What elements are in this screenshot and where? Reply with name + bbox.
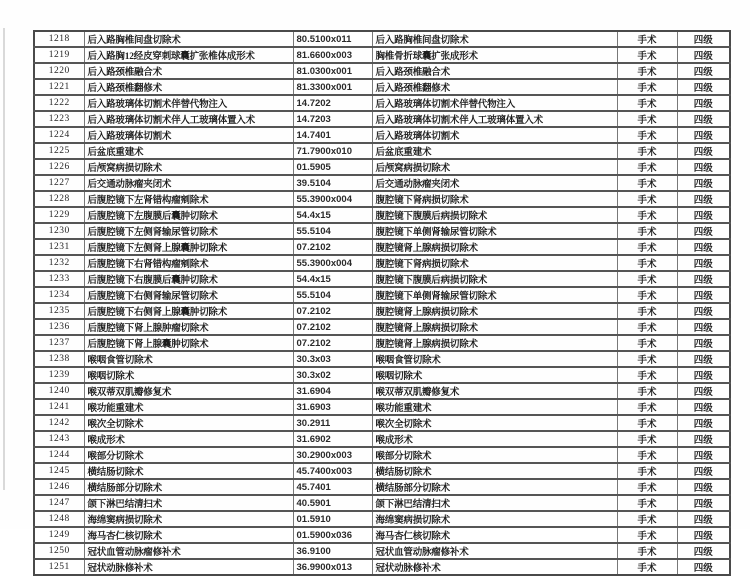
procedure-name-cell: 后入路胸椎间盘切除术 [84, 31, 293, 47]
category-cell: 手术 [617, 335, 677, 351]
row-number-cell: 1228 [34, 191, 84, 207]
standard-name-cell: 腹腔镜下单侧肾输尿管切除术 [372, 287, 617, 303]
level-cell: 四级 [677, 479, 730, 495]
table-row [34, 527, 730, 543]
procedure-name-cell: 喉部分切除术 [84, 447, 293, 463]
row-number-cell: 1244 [34, 447, 84, 463]
standard-name-cell: 胸椎骨折球囊扩张成形术 [372, 47, 617, 63]
procedure-name-cell: 横结肠切除术 [84, 463, 293, 479]
level-cell: 四级 [677, 63, 730, 79]
level-cell: 四级 [677, 31, 730, 47]
standard-name-cell: 腹腔镜下腹膜后病损切除术 [372, 271, 617, 287]
procedure-name-cell: 喉咽切除术 [84, 367, 293, 383]
row-number-cell: 1218 [48, 34, 70, 44]
standard-name-cell: 喉功能重建术 [372, 399, 617, 415]
row-number-cell: 1245 [34, 463, 84, 479]
standard-name-cell: 颌下淋巴结清扫术 [372, 495, 617, 511]
procedure-name-cell: 后腹腔镜下右肾错构瘤剜除术 [84, 255, 293, 271]
standard-name-cell: 腹腔镜肾上腺病损切除术 [372, 319, 617, 335]
category-cell: 手术 [617, 303, 677, 319]
table-row [34, 495, 730, 511]
level-cell: 四级 [677, 191, 730, 207]
level-cell: 四级 [677, 239, 730, 255]
table-row [34, 463, 730, 479]
level-cell: 四级 [677, 287, 730, 303]
procedure-code-cell: 40.5901 [293, 495, 372, 511]
row-number-cell: 1237 [34, 335, 84, 351]
row-number-cell: 1230 [34, 223, 84, 239]
standard-name-cell: 冠状血管动脉瘤修补术 [372, 543, 617, 559]
table-row [34, 319, 730, 335]
table-row [34, 95, 730, 111]
level-cell: 四级 [677, 303, 730, 319]
standard-name-cell: 喉成形术 [372, 431, 617, 447]
level-cell: 四级 [677, 319, 730, 335]
procedure-code-cell: 55.5104 [293, 287, 372, 303]
standard-name-cell: 腹腔镜下肾病损切除术 [372, 191, 617, 207]
category-cell: 手术 [617, 191, 677, 207]
row-number-cell: 1229 [34, 207, 84, 223]
table-row [34, 143, 730, 159]
table-row [34, 31, 730, 47]
level-cell: 四级 [677, 159, 730, 175]
level-cell: 四级 [677, 223, 730, 239]
row-number-cell: 1233 [34, 271, 84, 287]
procedure-code-cell: 54.4x15 [293, 271, 372, 287]
level-cell: 四级 [677, 127, 730, 143]
procedure-name-cell: 喉次全切除术 [84, 415, 293, 431]
level-cell: 四级 [677, 543, 730, 559]
category-cell: 手术 [617, 287, 677, 303]
row-number-cell: 1225 [34, 143, 84, 159]
procedure-name-cell: 海马杏仁核切除术 [84, 527, 293, 543]
category-cell: 手术 [617, 447, 677, 463]
procedure-code-cell: 01.5900x036 [293, 527, 372, 543]
row-number-cell: 1249 [34, 527, 84, 543]
table-row [34, 511, 730, 527]
standard-name-cell: 后交通动脉瘤夹闭术 [372, 175, 617, 191]
procedure-name-cell: 后腹腔镜下左侧肾上腺囊肿切除术 [84, 239, 293, 255]
category-cell: 手术 [617, 159, 677, 175]
procedure-name-cell: 后腹腔镜下右侧肾上腺囊肿切除术 [84, 303, 293, 319]
procedure-name-cell: 后腹腔镜下右侧肾输尿管切除术 [84, 287, 293, 303]
row-number-cell: 1232 [34, 255, 84, 271]
table-row [34, 543, 730, 559]
table-row [34, 127, 730, 143]
category-cell: 手术 [617, 351, 677, 367]
procedure-name-cell: 后交通动脉瘤夹闭术 [84, 175, 293, 191]
table-row [34, 383, 730, 399]
standard-name-cell: 冠状动脉修补术 [372, 559, 617, 575]
level-cell: 四级 [677, 207, 730, 223]
standard-name-cell: 喉部分切除术 [372, 447, 617, 463]
level-cell: 四级 [677, 79, 730, 95]
procedure-code-cell: 54.4x15 [293, 207, 372, 223]
level-cell: 四级 [677, 415, 730, 431]
procedure-code-cell: 14.7203 [293, 111, 372, 127]
procedure-code-cell: 36.9100 [293, 543, 372, 559]
procedure-name-cell: 后腹腔镜下肾上腺肿瘤切除术 [84, 319, 293, 335]
standard-name-cell: 横结肠切除术 [372, 463, 617, 479]
category-cell: 手术 [617, 543, 677, 559]
procedure-name-cell: 后入路颈椎融合术 [84, 63, 293, 79]
level-cell: 四级 [677, 559, 730, 575]
standard-name-cell: 喉双蒂双肌瓣修复术 [372, 383, 617, 399]
procedure-name-cell: 后入路颈椎翻修术 [84, 79, 293, 95]
procedure-code-cell: 30.2911 [293, 415, 372, 431]
table-row [34, 431, 730, 447]
standard-name-cell: 腹腔镜下肾病损切除术 [372, 255, 617, 271]
table-row [34, 63, 730, 79]
level-cell: 四级 [677, 463, 730, 479]
table-row [34, 159, 730, 175]
table-row [34, 239, 730, 255]
category-cell: 手术 [617, 319, 677, 335]
table-row [34, 223, 730, 239]
category-cell: 手术 [617, 239, 677, 255]
category-cell: 手术 [617, 415, 677, 431]
procedure-code-cell: 71.7900x010 [293, 143, 372, 159]
row-number-cell: 1224 [34, 127, 84, 143]
procedure-name-cell: 后腹腔镜下右腹膜后囊肿切除术 [84, 271, 293, 287]
standard-name-cell: 后入路胸椎间盘切除术 [372, 31, 617, 47]
procedure-name-cell: 冠状动脉修补术 [84, 559, 293, 575]
standard-name-cell: 后颅窝病损切除术 [372, 159, 617, 175]
procedure-name-cell: 后颅窝病损切除术 [84, 159, 293, 175]
procedure-code-cell: 07.2102 [293, 303, 372, 319]
category-cell: 手术 [617, 223, 677, 239]
procedure-name-cell: 后入路玻璃体切割术伴替代物注入 [84, 95, 293, 111]
procedure-code-cell: 36.9900x013 [293, 559, 372, 575]
category-cell: 手术 [617, 495, 677, 511]
table-row [34, 175, 730, 191]
category-cell: 手术 [617, 111, 677, 127]
table-row [34, 191, 730, 207]
level-cell: 四级 [677, 95, 730, 111]
row-number-cell: 1223 [34, 111, 84, 127]
category-cell: 手术 [617, 559, 677, 575]
table-row [34, 351, 730, 367]
table-row [34, 303, 730, 319]
row-number-cell: 1238 [34, 351, 84, 367]
level-cell: 四级 [677, 143, 730, 159]
row-number-cell: 1239 [34, 367, 84, 383]
category-cell: 手术 [617, 175, 677, 191]
standard-name-cell: 腹腔镜肾上腺病损切除术 [372, 303, 617, 319]
category-cell: 手术 [617, 431, 677, 447]
procedure-code-cell: 07.2102 [293, 239, 372, 255]
procedure-code-cell: 07.2102 [293, 335, 372, 351]
level-cell: 四级 [677, 527, 730, 543]
category-cell: 手术 [617, 463, 677, 479]
level-cell: 四级 [677, 367, 730, 383]
procedure-name-cell: 后入路玻璃体切割术伴人工玻璃体置入术 [84, 111, 293, 127]
procedure-name-cell: 颌下淋巴结清扫术 [84, 495, 293, 511]
level-cell: 四级 [677, 511, 730, 527]
procedure-name-cell: 后盆底重建术 [84, 143, 293, 159]
table-row [34, 367, 730, 383]
row-number-cell: 1240 [34, 383, 84, 399]
category-cell: 手术 [617, 47, 677, 63]
row-number-cell: 1221 [34, 79, 84, 95]
procedure-name-cell: 后入路玻璃体切割术 [84, 127, 293, 143]
procedure-code-cell: 01.5905 [293, 159, 372, 175]
level-cell: 四级 [677, 175, 730, 191]
row-number-cell: 1222 [34, 95, 84, 111]
procedure-table [33, 30, 731, 576]
level-cell: 四级 [677, 335, 730, 351]
procedure-code-cell: 39.5104 [293, 175, 372, 191]
procedure-code-cell: 30.2900x003 [293, 447, 372, 463]
category-cell: 手术 [617, 63, 677, 79]
procedure-code-cell: 31.6904 [293, 383, 372, 399]
standard-name-cell: 腹腔镜肾上腺病损切除术 [372, 239, 617, 255]
procedure-code-cell: 80.5100x011 [293, 31, 372, 47]
row-number-cell: 1248 [34, 511, 84, 527]
procedure-code-cell: 30.3x03 [293, 351, 372, 367]
category-cell: 手术 [617, 271, 677, 287]
standard-name-cell: 腹腔镜下腹膜后病损切除术 [372, 207, 617, 223]
row-number-cell: 1226 [34, 159, 84, 175]
row-number-cell: 1236 [34, 319, 84, 335]
table-row [34, 207, 730, 223]
table-row [34, 447, 730, 463]
standard-name-cell: 腹腔镜下单侧肾输尿管切除术 [372, 223, 617, 239]
category-cell: 手术 [617, 127, 677, 143]
level-cell: 四级 [677, 271, 730, 287]
category-cell: 手术 [617, 511, 677, 527]
row-number-cell: 1234 [34, 287, 84, 303]
standard-name-cell: 后盆底重建术 [372, 143, 617, 159]
table-row [34, 415, 730, 431]
row-number-cell: 1243 [34, 431, 84, 447]
row-number-cell: 1241 [34, 399, 84, 415]
standard-name-cell: 喉咽切除术 [372, 367, 617, 383]
procedure-name-cell: 喉双蒂双肌瓣修复术 [84, 383, 293, 399]
page-scan-edge-line [3, 28, 5, 490]
standard-name-cell: 后入路玻璃体切割术伴人工玻璃体置入术 [372, 111, 617, 127]
procedure-code-cell: 31.6902 [293, 431, 372, 447]
procedure-name-cell: 海绵窦病损切除术 [84, 511, 293, 527]
category-cell: 手术 [617, 143, 677, 159]
level-cell: 四级 [677, 447, 730, 463]
standard-name-cell: 后入路颈椎翻修术 [372, 79, 617, 95]
procedure-name-cell: 后腹腔镜下肾上腺囊肿切除术 [84, 335, 293, 351]
procedure-code-cell: 81.3300x001 [293, 79, 372, 95]
procedure-name-cell: 冠状血管动脉瘤修补术 [84, 543, 293, 559]
row-number-cell: 1227 [34, 175, 84, 191]
standard-name-cell: 喉咽食管切除术 [372, 351, 617, 367]
standard-name-cell: 横结肠部分切除术 [372, 479, 617, 495]
level-cell: 四级 [677, 47, 730, 63]
level-cell: 四级 [677, 111, 730, 127]
row-number-cell: 1219 [34, 47, 84, 63]
category-cell: 手术 [617, 399, 677, 415]
table-row [34, 271, 730, 287]
category-cell: 手术 [617, 479, 677, 495]
procedure-code-cell: 81.0300x001 [293, 63, 372, 79]
procedure-code-cell: 81.6600x003 [293, 47, 372, 63]
standard-name-cell: 后入路玻璃体切割术 [372, 127, 617, 143]
table-row [34, 79, 730, 95]
procedure-code-cell: 55.3900x004 [293, 191, 372, 207]
procedure-table-body [34, 31, 730, 575]
category-cell: 手术 [617, 367, 677, 383]
procedure-code-cell: 14.7401 [293, 127, 372, 143]
table-row [34, 479, 730, 495]
level-cell: 四级 [677, 399, 730, 415]
standard-name-cell: 海绵窦病损切除术 [372, 511, 617, 527]
procedure-code-cell: 45.7400x003 [293, 463, 372, 479]
level-cell: 四级 [677, 255, 730, 271]
standard-name-cell: 后入路玻璃体切割术伴替代物注入 [372, 95, 617, 111]
procedure-code-cell: 55.3900x004 [293, 255, 372, 271]
procedure-name-cell: 横结肠部分切除术 [84, 479, 293, 495]
level-cell: 四级 [677, 495, 730, 511]
row-number-cell: 1242 [34, 415, 84, 431]
row-number-cell: 1235 [34, 303, 84, 319]
row-number-cell: 1231 [34, 239, 84, 255]
category-cell: 手术 [617, 31, 677, 47]
row-number-cell: 1247 [34, 495, 84, 511]
procedure-name-cell: 喉功能重建术 [84, 399, 293, 415]
procedure-code-cell: 07.2102 [293, 319, 372, 335]
procedure-code-cell: 14.7202 [293, 95, 372, 111]
category-cell: 手术 [617, 527, 677, 543]
category-cell: 手术 [617, 79, 677, 95]
row-number-cell: 1251 [34, 559, 84, 575]
table-row [34, 255, 730, 271]
standard-name-cell: 腹腔镜肾上腺病损切除术 [372, 335, 617, 351]
standard-name-cell: 后入路颈椎融合术 [372, 63, 617, 79]
procedure-name-cell: 喉咽食管切除术 [84, 351, 293, 367]
procedure-name-cell: 后入路胸12经皮穿刺球囊扩张椎体成形术 [84, 47, 293, 63]
table-row [34, 399, 730, 415]
category-cell: 手术 [617, 95, 677, 111]
procedure-code-cell: 31.6903 [293, 399, 372, 415]
procedure-code-cell: 01.5910 [293, 511, 372, 527]
level-cell: 四级 [677, 351, 730, 367]
category-cell: 手术 [617, 383, 677, 399]
procedure-name-cell: 后腹腔镜下左腹膜后囊肿切除术 [84, 207, 293, 223]
row-number-cell: 1250 [34, 543, 84, 559]
table-row [34, 287, 730, 303]
category-cell: 手术 [617, 207, 677, 223]
standard-name-cell: 喉次全切除术 [372, 415, 617, 431]
standard-name-cell: 海马杏仁核切除术 [372, 527, 617, 543]
table-row [34, 335, 730, 351]
procedure-name-cell: 后腹腔镜下左肾错构瘤剜除术 [84, 191, 293, 207]
row-number-cell: 1220 [34, 63, 84, 79]
row-number-cell: 1246 [34, 479, 84, 495]
procedure-code-cell: 30.3x02 [293, 367, 372, 383]
level-cell: 四级 [677, 383, 730, 399]
table-row [34, 111, 730, 127]
procedure-code-cell: 55.5104 [293, 223, 372, 239]
category-cell: 手术 [617, 255, 677, 271]
level-cell: 四级 [677, 431, 730, 447]
procedure-name-cell: 喉成形术 [84, 431, 293, 447]
procedure-code-cell: 45.7401 [293, 479, 372, 495]
table-row [34, 559, 730, 575]
table-row [34, 47, 730, 63]
procedure-name-cell: 后腹腔镜下左侧肾输尿管切除术 [84, 223, 293, 239]
